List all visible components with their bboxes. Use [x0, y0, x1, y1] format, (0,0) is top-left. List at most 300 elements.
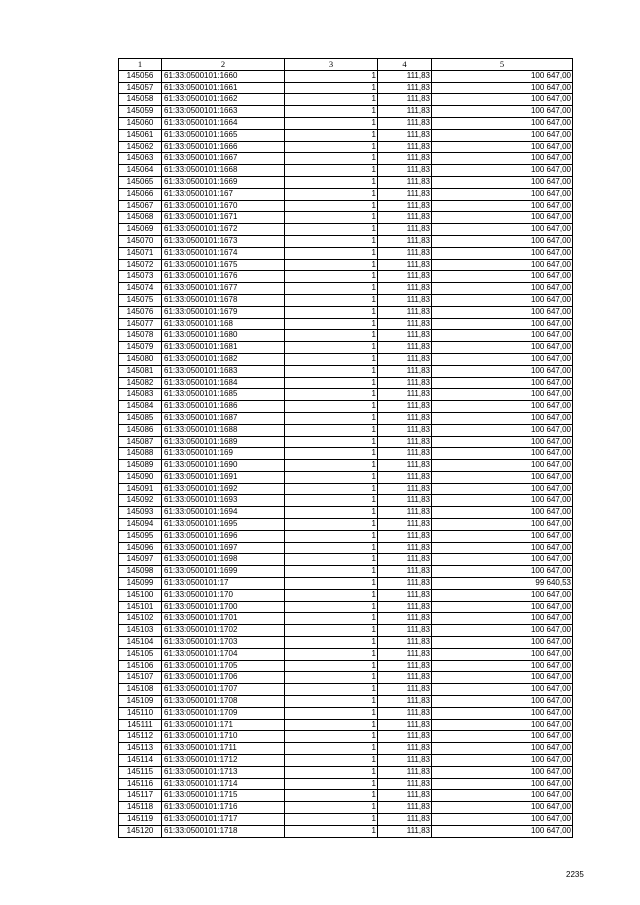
value-cell: 100 647,00	[432, 153, 573, 165]
area-cell: 111,83	[378, 507, 432, 519]
area-cell: 111,83	[378, 554, 432, 566]
quantity-cell: 1	[285, 224, 378, 236]
quantity-cell: 1	[285, 802, 378, 814]
row-number-cell: 145080	[119, 353, 162, 365]
quantity-cell: 1	[285, 117, 378, 129]
row-number-cell: 145074	[119, 283, 162, 295]
value-cell: 100 647,00	[432, 637, 573, 649]
table-row	[119, 365, 573, 377]
area-cell: 111,83	[378, 790, 432, 802]
table-row	[119, 814, 573, 826]
table-row	[119, 153, 573, 165]
table-row	[119, 613, 573, 625]
row-number-cell: 145120	[119, 825, 162, 837]
cadastral-number-cell: 61:33:0500101:1682	[162, 353, 285, 365]
cadastral-number-cell: 61:33:0500101:1669	[162, 176, 285, 188]
cadastral-number-cell: 61:33:0500101:1718	[162, 825, 285, 837]
value-cell: 100 647,00	[432, 306, 573, 318]
quantity-cell: 1	[285, 542, 378, 554]
value-cell: 100 647,00	[432, 660, 573, 672]
row-number-cell: 145060	[119, 117, 162, 129]
table-row	[119, 200, 573, 212]
quantity-cell: 1	[285, 259, 378, 271]
cadastral-number-cell: 61:33:0500101:1697	[162, 542, 285, 554]
table-row	[119, 82, 573, 94]
table-row	[119, 94, 573, 106]
row-number-cell: 145093	[119, 507, 162, 519]
row-number-cell: 145067	[119, 200, 162, 212]
table-row	[119, 507, 573, 519]
row-number-cell: 145117	[119, 790, 162, 802]
cadastral-number-cell: 61:33:0500101:1701	[162, 613, 285, 625]
value-cell: 100 647,00	[432, 271, 573, 283]
cadastral-number-cell: 61:33:0500101:1698	[162, 554, 285, 566]
value-cell: 100 647,00	[432, 707, 573, 719]
area-cell: 111,83	[378, 117, 432, 129]
quantity-cell: 1	[285, 495, 378, 507]
value-cell: 100 647,00	[432, 601, 573, 613]
quantity-cell: 1	[285, 554, 378, 566]
cadastral-number-cell: 61:33:0500101:1695	[162, 519, 285, 531]
quantity-cell: 1	[285, 719, 378, 731]
column-header-4: 4	[378, 59, 432, 71]
row-number-cell: 145104	[119, 637, 162, 649]
cadastral-number-cell: 61:33:0500101:1696	[162, 530, 285, 542]
quantity-cell: 1	[285, 601, 378, 613]
quantity-cell: 1	[285, 648, 378, 660]
cadastral-number-cell: 61:33:0500101:1670	[162, 200, 285, 212]
table-row	[119, 294, 573, 306]
table-row	[119, 424, 573, 436]
value-cell: 100 647,00	[432, 766, 573, 778]
area-cell: 111,83	[378, 766, 432, 778]
table-header-row	[119, 59, 573, 71]
cadastral-number-cell: 61:33:0500101:1684	[162, 377, 285, 389]
value-cell: 99 640,53	[432, 578, 573, 590]
row-number-cell: 145084	[119, 401, 162, 413]
value-cell: 100 647,00	[432, 212, 573, 224]
table-row	[119, 696, 573, 708]
table-row	[119, 389, 573, 401]
cadastral-number-cell: 61:33:0500101:1678	[162, 294, 285, 306]
area-cell: 111,83	[378, 601, 432, 613]
area-cell: 111,83	[378, 188, 432, 200]
area-cell: 111,83	[378, 825, 432, 837]
table-row	[119, 755, 573, 767]
cadastral-number-cell: 61:33:0500101:1664	[162, 117, 285, 129]
column-header-1: 1	[119, 59, 162, 71]
area-cell: 111,83	[378, 648, 432, 660]
value-cell: 100 647,00	[432, 589, 573, 601]
value-cell: 100 647,00	[432, 731, 573, 743]
area-cell: 111,83	[378, 365, 432, 377]
table-row	[119, 70, 573, 82]
cadastral-number-cell: 61:33:0500101:171	[162, 719, 285, 731]
cadastral-number-cell: 61:33:0500101:1717	[162, 814, 285, 826]
table-row	[119, 224, 573, 236]
cadastral-number-cell: 61:33:0500101:1704	[162, 648, 285, 660]
area-cell: 111,83	[378, 106, 432, 118]
quantity-cell: 1	[285, 684, 378, 696]
cadastral-number-cell: 61:33:0500101:17	[162, 578, 285, 590]
table-row	[119, 318, 573, 330]
cadastral-number-cell: 61:33:0500101:170	[162, 589, 285, 601]
area-cell: 111,83	[378, 200, 432, 212]
area-cell: 111,83	[378, 814, 432, 826]
cadastral-number-cell: 61:33:0500101:1710	[162, 731, 285, 743]
table-row	[119, 554, 573, 566]
area-cell: 111,83	[378, 176, 432, 188]
area-cell: 111,83	[378, 153, 432, 165]
value-cell: 100 647,00	[432, 471, 573, 483]
value-cell: 100 647,00	[432, 790, 573, 802]
value-cell: 100 647,00	[432, 389, 573, 401]
value-cell: 100 647,00	[432, 165, 573, 177]
value-cell: 100 647,00	[432, 436, 573, 448]
cadastral-number-cell: 61:33:0500101:1679	[162, 306, 285, 318]
value-cell: 100 647,00	[432, 247, 573, 259]
row-number-cell: 145082	[119, 377, 162, 389]
table-row	[119, 436, 573, 448]
table-row	[119, 707, 573, 719]
cadastral-number-cell: 61:33:0500101:1672	[162, 224, 285, 236]
table-row	[119, 235, 573, 247]
value-cell: 100 647,00	[432, 318, 573, 330]
data-table	[118, 58, 573, 838]
cadastral-number-cell: 61:33:0500101:1702	[162, 625, 285, 637]
table-row	[119, 306, 573, 318]
cadastral-number-cell: 61:33:0500101:1675	[162, 259, 285, 271]
table-row	[119, 271, 573, 283]
cadastral-number-cell: 61:33:0500101:1705	[162, 660, 285, 672]
quantity-cell: 1	[285, 188, 378, 200]
value-cell: 100 647,00	[432, 235, 573, 247]
value-cell: 100 647,00	[432, 117, 573, 129]
table-row	[119, 353, 573, 365]
table-row	[119, 176, 573, 188]
quantity-cell: 1	[285, 365, 378, 377]
row-number-cell: 145063	[119, 153, 162, 165]
value-cell: 100 647,00	[432, 200, 573, 212]
quantity-cell: 1	[285, 814, 378, 826]
row-number-cell: 145073	[119, 271, 162, 283]
quantity-cell: 1	[285, 353, 378, 365]
table-row	[119, 743, 573, 755]
cadastral-number-cell: 61:33:0500101:1683	[162, 365, 285, 377]
area-cell: 111,83	[378, 306, 432, 318]
table-row	[119, 212, 573, 224]
table-body	[119, 59, 573, 838]
row-number-cell: 145088	[119, 448, 162, 460]
cadastral-number-cell: 61:33:0500101:1680	[162, 330, 285, 342]
cadastral-number-cell: 61:33:0500101:1688	[162, 424, 285, 436]
value-cell: 100 647,00	[432, 625, 573, 637]
table-row	[119, 377, 573, 389]
cadastral-number-cell: 61:33:0500101:1666	[162, 141, 285, 153]
quantity-cell: 1	[285, 141, 378, 153]
area-cell: 111,83	[378, 389, 432, 401]
row-number-cell: 145100	[119, 589, 162, 601]
value-cell: 100 647,00	[432, 755, 573, 767]
table-row	[119, 825, 573, 837]
row-number-cell: 145106	[119, 660, 162, 672]
area-cell: 111,83	[378, 613, 432, 625]
table-row	[119, 601, 573, 613]
quantity-cell: 1	[285, 696, 378, 708]
cadastral-number-cell: 61:33:0500101:1703	[162, 637, 285, 649]
value-cell: 100 647,00	[432, 778, 573, 790]
row-number-cell: 145069	[119, 224, 162, 236]
quantity-cell: 1	[285, 436, 378, 448]
table-row	[119, 129, 573, 141]
cadastral-number-cell: 61:33:0500101:1700	[162, 601, 285, 613]
area-cell: 111,83	[378, 271, 432, 283]
row-number-cell: 145091	[119, 483, 162, 495]
area-cell: 111,83	[378, 672, 432, 684]
value-cell: 100 647,00	[432, 82, 573, 94]
row-number-cell: 145099	[119, 578, 162, 590]
table-row	[119, 530, 573, 542]
quantity-cell: 1	[285, 778, 378, 790]
table-row	[119, 519, 573, 531]
cadastral-number-cell: 61:33:0500101:169	[162, 448, 285, 460]
cadastral-number-cell: 61:33:0500101:1699	[162, 566, 285, 578]
quantity-cell: 1	[285, 731, 378, 743]
row-number-cell: 145078	[119, 330, 162, 342]
row-number-cell: 145087	[119, 436, 162, 448]
area-cell: 111,83	[378, 129, 432, 141]
column-header-3: 3	[285, 59, 378, 71]
quantity-cell: 1	[285, 755, 378, 767]
cadastral-number-cell: 61:33:0500101:1693	[162, 495, 285, 507]
table-row	[119, 684, 573, 696]
table-row	[119, 637, 573, 649]
value-cell: 100 647,00	[432, 412, 573, 424]
quantity-cell: 1	[285, 460, 378, 472]
quantity-cell: 1	[285, 129, 378, 141]
quantity-cell: 1	[285, 165, 378, 177]
row-number-cell: 145113	[119, 743, 162, 755]
value-cell: 100 647,00	[432, 530, 573, 542]
area-cell: 111,83	[378, 235, 432, 247]
value-cell: 100 647,00	[432, 684, 573, 696]
column-header-2: 2	[162, 59, 285, 71]
quantity-cell: 1	[285, 660, 378, 672]
value-cell: 100 647,00	[432, 613, 573, 625]
quantity-cell: 1	[285, 672, 378, 684]
table-row	[119, 471, 573, 483]
cadastral-number-cell: 61:33:0500101:168	[162, 318, 285, 330]
column-header-5: 5	[432, 59, 573, 71]
table-row	[119, 247, 573, 259]
row-number-cell: 145068	[119, 212, 162, 224]
area-cell: 111,83	[378, 448, 432, 460]
quantity-cell: 1	[285, 790, 378, 802]
area-cell: 111,83	[378, 247, 432, 259]
area-cell: 111,83	[378, 589, 432, 601]
quantity-cell: 1	[285, 825, 378, 837]
quantity-cell: 1	[285, 176, 378, 188]
value-cell: 100 647,00	[432, 342, 573, 354]
value-cell: 100 647,00	[432, 365, 573, 377]
value-cell: 100 647,00	[432, 377, 573, 389]
table-row	[119, 542, 573, 554]
cadastral-number-cell: 61:33:0500101:1712	[162, 755, 285, 767]
value-cell: 100 647,00	[432, 554, 573, 566]
area-cell: 111,83	[378, 696, 432, 708]
quantity-cell: 1	[285, 530, 378, 542]
table-row	[119, 790, 573, 802]
value-cell: 100 647,00	[432, 814, 573, 826]
value-cell: 100 647,00	[432, 825, 573, 837]
table-row	[119, 672, 573, 684]
value-cell: 100 647,00	[432, 802, 573, 814]
value-cell: 100 647,00	[432, 353, 573, 365]
quantity-cell: 1	[285, 589, 378, 601]
table-row	[119, 766, 573, 778]
cadastral-number-cell: 61:33:0500101:1660	[162, 70, 285, 82]
cadastral-number-cell: 61:33:0500101:1715	[162, 790, 285, 802]
quantity-cell: 1	[285, 294, 378, 306]
row-number-cell: 145090	[119, 471, 162, 483]
quantity-cell: 1	[285, 424, 378, 436]
table-row	[119, 117, 573, 129]
area-cell: 111,83	[378, 707, 432, 719]
table-row	[119, 648, 573, 660]
row-number-cell: 145066	[119, 188, 162, 200]
row-number-cell: 145119	[119, 814, 162, 826]
cadastral-number-cell: 61:33:0500101:1677	[162, 283, 285, 295]
table-row	[119, 106, 573, 118]
value-cell: 100 647,00	[432, 696, 573, 708]
quantity-cell: 1	[285, 389, 378, 401]
table-row	[119, 778, 573, 790]
row-number-cell: 145114	[119, 755, 162, 767]
cadastral-number-cell: 61:33:0500101:1689	[162, 436, 285, 448]
area-cell: 111,83	[378, 377, 432, 389]
row-number-cell: 145101	[119, 601, 162, 613]
quantity-cell: 1	[285, 342, 378, 354]
quantity-cell: 1	[285, 743, 378, 755]
value-cell: 100 647,00	[432, 176, 573, 188]
quantity-cell: 1	[285, 507, 378, 519]
row-number-cell: 145103	[119, 625, 162, 637]
quantity-cell: 1	[285, 471, 378, 483]
cadastral-number-cell: 61:33:0500101:1668	[162, 165, 285, 177]
area-cell: 111,83	[378, 530, 432, 542]
row-number-cell: 145085	[119, 412, 162, 424]
value-cell: 100 647,00	[432, 294, 573, 306]
cadastral-number-cell: 61:33:0500101:1713	[162, 766, 285, 778]
row-number-cell: 145076	[119, 306, 162, 318]
row-number-cell: 145108	[119, 684, 162, 696]
row-number-cell: 145116	[119, 778, 162, 790]
value-cell: 100 647,00	[432, 542, 573, 554]
row-number-cell: 145097	[119, 554, 162, 566]
area-cell: 111,83	[378, 353, 432, 365]
area-cell: 111,83	[378, 802, 432, 814]
value-cell: 100 647,00	[432, 495, 573, 507]
quantity-cell: 1	[285, 94, 378, 106]
area-cell: 111,83	[378, 743, 432, 755]
area-cell: 111,83	[378, 165, 432, 177]
cadastral-number-cell: 61:33:0500101:1687	[162, 412, 285, 424]
cadastral-number-cell: 61:33:0500101:1711	[162, 743, 285, 755]
cadastral-number-cell: 61:33:0500101:1694	[162, 507, 285, 519]
area-cell: 111,83	[378, 495, 432, 507]
table-row	[119, 719, 573, 731]
quantity-cell: 1	[285, 306, 378, 318]
quantity-cell: 1	[285, 247, 378, 259]
row-number-cell: 145118	[119, 802, 162, 814]
row-number-cell: 145056	[119, 70, 162, 82]
row-number-cell: 145092	[119, 495, 162, 507]
area-cell: 111,83	[378, 471, 432, 483]
value-cell: 100 647,00	[432, 401, 573, 413]
cadastral-number-cell: 61:33:0500101:1714	[162, 778, 285, 790]
row-number-cell: 145083	[119, 389, 162, 401]
value-cell: 100 647,00	[432, 224, 573, 236]
table-row	[119, 483, 573, 495]
cadastral-number-cell: 61:33:0500101:1716	[162, 802, 285, 814]
area-cell: 111,83	[378, 660, 432, 672]
value-cell: 100 647,00	[432, 141, 573, 153]
quantity-cell: 1	[285, 401, 378, 413]
value-cell: 100 647,00	[432, 188, 573, 200]
quantity-cell: 1	[285, 412, 378, 424]
value-cell: 100 647,00	[432, 70, 573, 82]
area-cell: 111,83	[378, 755, 432, 767]
cadastral-number-cell: 61:33:0500101:1709	[162, 707, 285, 719]
table-row	[119, 625, 573, 637]
cadastral-number-cell: 61:33:0500101:1706	[162, 672, 285, 684]
quantity-cell: 1	[285, 637, 378, 649]
area-cell: 111,83	[378, 283, 432, 295]
row-number-cell: 145112	[119, 731, 162, 743]
row-number-cell: 145081	[119, 365, 162, 377]
cadastral-number-cell: 61:33:0500101:1692	[162, 483, 285, 495]
value-cell: 100 647,00	[432, 460, 573, 472]
area-cell: 111,83	[378, 436, 432, 448]
row-number-cell: 145110	[119, 707, 162, 719]
area-cell: 111,83	[378, 212, 432, 224]
value-cell: 100 647,00	[432, 672, 573, 684]
cadastral-number-cell: 61:33:0500101:1665	[162, 129, 285, 141]
value-cell: 100 647,00	[432, 648, 573, 660]
area-cell: 111,83	[378, 94, 432, 106]
area-cell: 111,83	[378, 318, 432, 330]
row-number-cell: 145096	[119, 542, 162, 554]
quantity-cell: 1	[285, 200, 378, 212]
row-number-cell: 145094	[119, 519, 162, 531]
value-cell: 100 647,00	[432, 743, 573, 755]
page-number: 2235	[566, 870, 584, 879]
row-number-cell: 145062	[119, 141, 162, 153]
quantity-cell: 1	[285, 283, 378, 295]
quantity-cell: 1	[285, 566, 378, 578]
area-cell: 111,83	[378, 778, 432, 790]
quantity-cell: 1	[285, 318, 378, 330]
value-cell: 100 647,00	[432, 424, 573, 436]
row-number-cell: 145107	[119, 672, 162, 684]
row-number-cell: 145095	[119, 530, 162, 542]
cadastral-number-cell: 61:33:0500101:1708	[162, 696, 285, 708]
row-number-cell: 145059	[119, 106, 162, 118]
table-row	[119, 342, 573, 354]
value-cell: 100 647,00	[432, 566, 573, 578]
cadastral-number-cell: 61:33:0500101:1686	[162, 401, 285, 413]
cadastral-number-cell: 61:33:0500101:1691	[162, 471, 285, 483]
